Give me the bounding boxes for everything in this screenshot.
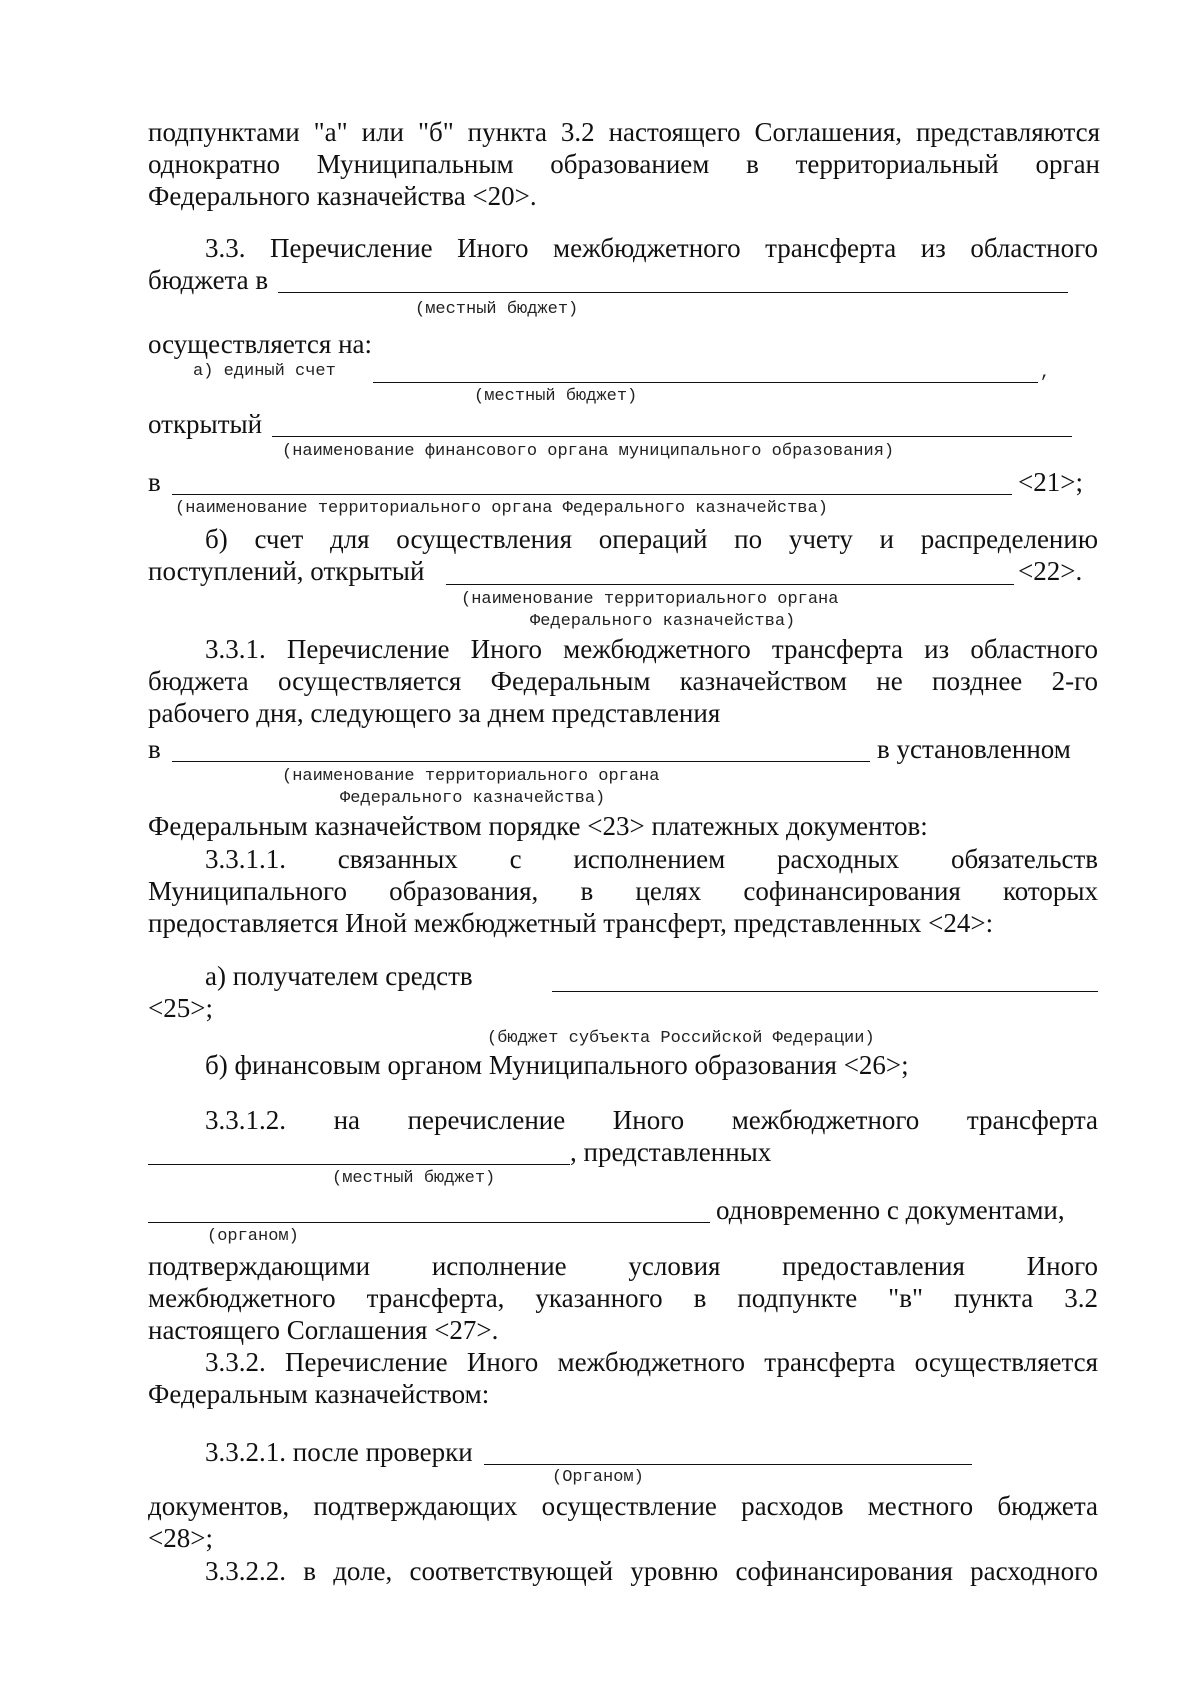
field-caption: (бюджет субъекта Российской Федерации) [487,1029,875,1048]
blank-field-line [148,1222,710,1223]
paragraph-line: б) финансовым органом Муниципального образования <26>; [205,1050,909,1080]
paragraph-line: настоящего Соглашения <27>. [148,1315,499,1345]
paragraph-line: Федеральным казначейством порядке <23> платежных документов: [148,811,928,841]
field-caption: Федерального казначейства) [530,612,796,631]
blank-field-line [148,1164,570,1165]
paragraph-line: а) получателем средств [205,961,473,991]
paragraph-line: 3.3.2. Перечисление Иного межбюджетного трансферта осуществляется [205,1347,1098,1377]
paragraph-line: Федеральным казначейством: [148,1379,490,1409]
paragraph-line: предоставляется Иной межбюджетный трансферт, представленных <24>: [148,908,994,938]
blank-field-line [552,991,1098,992]
paragraph-line: рабочего дня, следующего за днем представления [148,698,721,728]
paragraph-line: одновременно с документами, [716,1195,1065,1225]
paragraph-line: 3.3. Перечисление Иного межбюджетного трансферта из областного [205,233,1098,263]
blank-field-line [172,494,1012,495]
paragraph-line: межбюджетного трансферта, указанного в подпункте "в" пункта 3.2 [148,1283,1098,1313]
field-caption: (наименование финансового органа муниципального образования) [282,442,895,461]
paragraph-line: документов, подтверждающих осуществление расходов местного бюджета [148,1491,1098,1521]
paragraph-line: Муниципального образования, в целях софинансирования которых [148,876,1098,906]
field-caption: (наименование территориального органа [461,590,839,609]
paragraph-line: <25>; [148,993,213,1023]
paragraph-line: осуществляется на: [148,329,373,359]
paragraph-line: однократно Муниципальным образованием в территориальный орган [148,149,1100,179]
blank-field-line [484,1464,972,1465]
field-label: а) единый счет [193,362,336,381]
field-caption: (местный бюджет) [332,1169,496,1188]
field-caption: Федерального казначейства) [340,789,606,808]
blank-field-line [278,292,1068,293]
paragraph-line: подтверждающими исполнение условия предоставления Иного [148,1251,1098,1281]
field-caption: (Органом) [552,1468,644,1487]
field-caption: (органом) [207,1227,299,1246]
paragraph-line: 3.3.1.1. связанных с исполнением расходных обязательств [205,844,1098,874]
field-caption: (местный бюджет) [474,387,638,406]
field-caption: (наименование территориального органа [282,767,660,786]
paragraph-line: в установленном [877,734,1071,764]
paragraph-line: Федерального казначейства <20>. [148,181,537,211]
blank-field-line [172,761,870,762]
paragraph-line: поступлений, открытый [148,556,425,586]
paragraph-line: <28>; [148,1523,213,1553]
paragraph-line: <21>; [1018,467,1083,497]
paragraph-line: в [148,467,161,497]
paragraph-line: бюджета в [148,265,269,295]
paragraph-line: , представленных [570,1137,772,1167]
paragraph-line: подпунктами "а" или "б" пункта 3.2 настоящего Соглашения, представляются [148,117,1100,147]
paragraph-line: бюджета осуществляется Федеральным казначейством не позднее 2-го [148,666,1098,696]
paragraph-line: открытый [148,409,263,439]
blank-field-line [272,436,1072,437]
paragraph-line: 3.3.2.2. в доле, соответствующей уровню софинансирования расходного [205,1556,1098,1586]
field-caption: (местный бюджет) [415,300,579,319]
blank-field-line [446,584,1014,585]
paragraph-line: <22>. [1018,556,1083,586]
blank-field-line [373,382,1038,383]
paragraph-line: в [148,734,161,764]
field-punct: , [1040,364,1051,383]
paragraph-line: б) счет для осуществления операций по учету и распределению [205,524,1098,554]
paragraph-line: 3.3.1.2. на перечисление Иного межбюджетного трансферта [205,1105,1098,1135]
paragraph-line: 3.3.2.1. после проверки [205,1437,473,1467]
field-caption: (наименование территориального органа Федерального казначейства) [175,499,828,518]
paragraph-line: 3.3.1. Перечисление Иного межбюджетного трансферта из областного [205,634,1098,664]
